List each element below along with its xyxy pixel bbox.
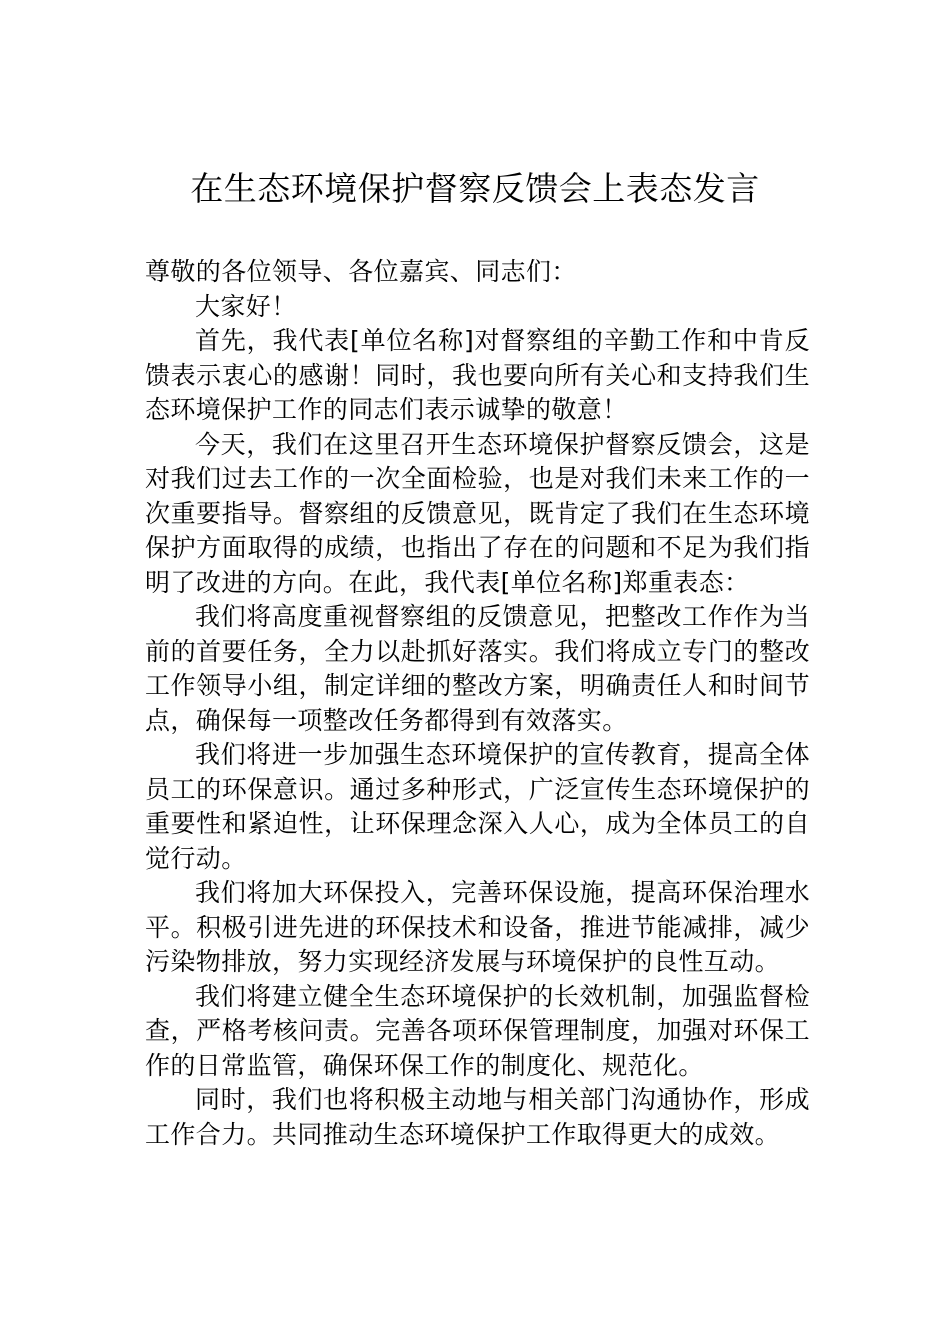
paragraph-rectification: 我们将高度重视督察组的反馈意见，把整改工作作为当前的首要任务，全力以赴抓好落实。我们将成立专门的整改工作领导小组，制定详细的整改方案，明确责任人和时间节点，确保每一项整改任务都得到有效落实。 <box>145 602 810 735</box>
paragraph-investment: 我们将加大环保投入，完善环保设施，提高环保治理水平。积极引进先进的环保技术和设备，推进节能减排，减少污染物排放，努力实现经济发展与环境保护的良性互动。 <box>145 878 810 976</box>
paragraph-thanks: 首先，我代表[单位名称]对督察组的辛勤工作和中肯反馈表示衷心的感谢！同时，我也要向所有关心和支持我们生态环境保护工作的同志们表示诚挚的敬意！ <box>145 326 810 424</box>
salutation: 尊敬的各位领导、各位嘉宾、同志们： <box>145 257 577 286</box>
paragraph-cooperation: 同时，我们也将积极主动地与相关部门沟通协作，形成工作合力。共同推动生态环境保护工作取得更大的成效。 <box>145 1085 810 1149</box>
paragraph-greeting: 大家好！ <box>195 291 297 321</box>
document-body <box>145 255 810 1152</box>
paragraph-mechanism: 我们将建立健全生态环境保护的长效机制，加强监督检查，严格考核问责。完善各项环保管理制度，加强对环保工作的日常监管，确保环保工作的制度化、规范化。 <box>145 981 810 1080</box>
paragraph-context: 今天，我们在这里召开生态环境保护督察反馈会，这是对我们过去工作的一次全面检验，也是对我们未来工作的一次重要指导。督察组的反馈意见，既肯定了我们在生态环境保护方面取得的成绩，也指出了存在的问题和不足为我们指明了改进的方向。在此，我代表[单位名称]郑重表态： <box>145 429 810 597</box>
paragraph-education: 我们将进一步加强生态环境保护的宣传教育，提高全体员工的环保意识。通过多种形式，广泛宣传生态环境保护的重要性和紧迫性，让环保理念深入人心，成为全体员工的自觉行动。 <box>145 740 810 873</box>
document-title: 在生态环境保护督察反馈会上表态发言 <box>190 169 760 208</box>
